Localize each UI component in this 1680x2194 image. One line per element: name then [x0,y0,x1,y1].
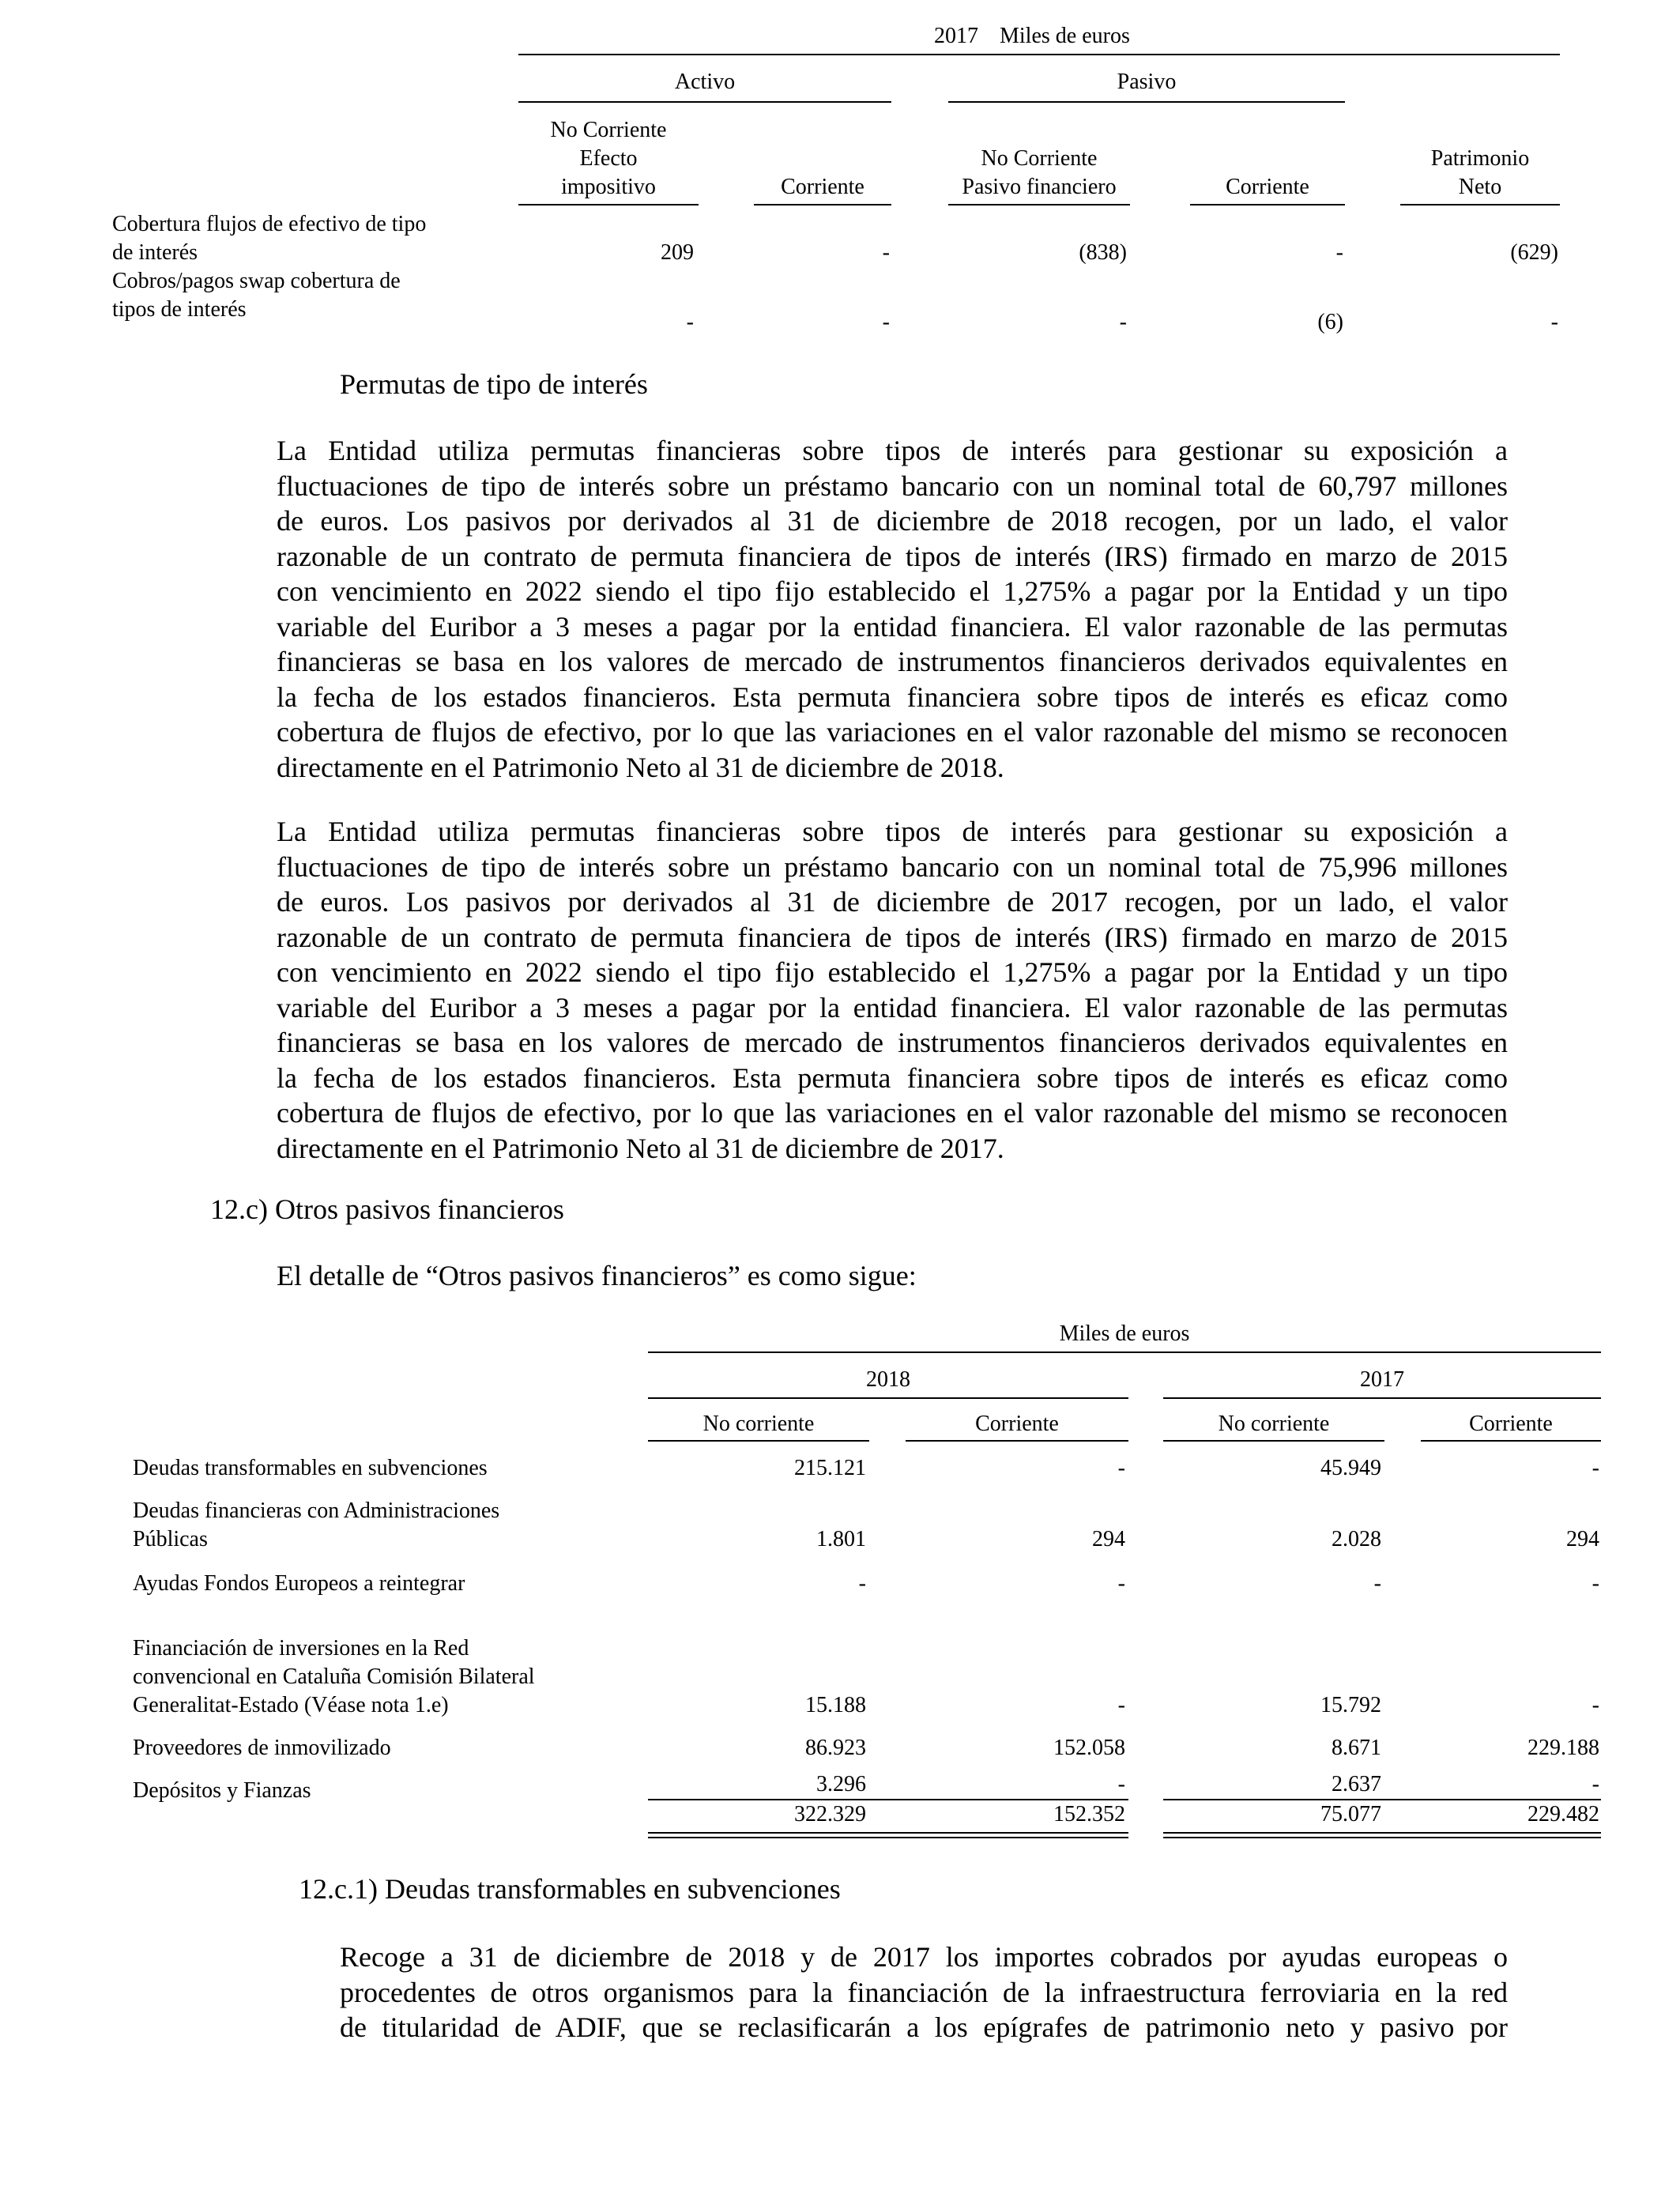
table1-col4-header: Corriente [1226,175,1309,199]
table1-units: Miles de euros [1000,24,1130,48]
table1-rule-pasivo [948,101,1345,103]
table2-total-3: 75.077 [1320,1802,1381,1826]
table-row: Deudas transformables en subvenciones [133,1456,488,1480]
table-row: Financiación de inversiones en la Red convencional en Cataluña Comisión Bilateral Generalitat-Estado (Véase nota 1.e) [133,1636,535,1717]
table1-rule-activo [518,101,891,103]
table-row: Ayudas Fondos Europeos a reintegrar [133,1571,465,1596]
table2-year-2018: 2018 [866,1367,910,1392]
table2-col2-header: Corriente [975,1412,1059,1436]
table-row: Proveedores de inmovilizado [133,1736,391,1760]
table2-year-2017: 2017 [1360,1367,1404,1392]
paragraph-permutas-2017: La Entidad utiliza permutas financieras sobre tipos de interés para gestionar su exposición a fluctuaciones de tipo de interés sobre un préstamo bancario con un nominal total de 75,996 millones de euros. Los pasivos por derivados al 31 de diciembre de 2017 recogen, por un lado, el valor razonable de un contrato de permuta financiera de tipos de interés (IRS) firmado en marzo de 2015 con vencimiento en 2022 siendo el tipo fijo establecido el 1,275% a pagar por la Entidad y un tipo variable del Euribor a 3 meses a pagar por la entidad financiera. El valor razonable de las permutas financieras se basa en los valores de mercado de instrumentos financieros derivados equivalentes en la fecha de los estados financieros. Esta permuta financiera sobre tipos de interés es eficaz como cobertura de flujos de efectivo, por lo que las variaciones en el valor razonable del mismo se reconocen directamente en el Patrimonio Neto al 31 de diciembre de 2017. [277,816,1508,1164]
table-row: Cobertura flujos de efectivo de tipo de interés [112,212,427,265]
table-row: Deudas financieras con Administraciones Públicas [133,1498,500,1551]
table1-group-pasivo: Pasivo [1117,70,1177,94]
table1-col5-header: Patrimonio Neto [1430,146,1530,199]
table-row: Depósitos y Fianzas [133,1778,311,1803]
section-heading-12c1: 12.c.1) Deudas transformables en subvenciones [299,1873,841,1905]
table2-total-2: 152.352 [1053,1802,1125,1826]
table2-col1-header: No corriente [703,1412,815,1436]
table1-col3-header: No Corriente Pasivo financiero [962,146,1117,199]
table1-col1-header: No Corriente Efecto impositivo [550,118,667,199]
table1-year: 2017 [934,24,978,48]
table2-total-1: 322.329 [794,1802,866,1826]
table1-group-activo: Activo [674,70,736,94]
table2-col4-header: Corriente [1469,1412,1553,1436]
section-heading-permutas: Permutas de tipo de interés [340,368,648,400]
paragraph-12c1: Recoge a 31 de diciembre de 2018 y de 2017 los importes cobrados por ayudas europeas o procedentes de otros organismos para la financiación de la infraestructura ferroviaria en la red de titularidad de ADIF, que se reclasificarán a los epígrafes de patrimonio neto y pasivo por [340,1941,1508,2043]
intro-12c: El detalle de “Otros pasivos financieros” es como sigue: [277,1260,917,1291]
table1-rule-top [518,54,1560,55]
table-row: Cobros/pagos swap cobertura de tipos de interés [112,269,401,322]
table1-col2-header: Corriente [781,175,864,199]
table2-total-4: 229.482 [1527,1802,1599,1826]
table2-col3-header: No corriente [1218,1412,1330,1436]
section-heading-12c: 12.c) Otros pasivos financieros [210,1193,564,1225]
table2-units: Miles de euros [1059,1321,1190,1346]
paragraph-permutas-2018: La Entidad utiliza permutas financieras sobre tipos de interés para gestionar su exposición a fluctuaciones de tipo de interés sobre un préstamo bancario con un nominal total de 60,797 millones de euros. Los pasivos por derivados al 31 de diciembre de 2018 recogen, por un lado, el valor razonable de un contrato de permuta financiera de tipos de interés (IRS) firmado en marzo de 2015 con vencimiento en 2022 siendo el tipo fijo establecido el 1,275% a pagar por la Entidad y un tipo variable del Euribor a 3 meses a pagar por la entidad financiera. El valor razonable de las permutas financieras se basa en los valores de mercado de instrumentos financieros derivados equivalentes en la fecha de los estados financieros. Esta permuta financiera sobre tipos de interés es eficaz como cobertura de flujos de efectivo, por lo que las variaciones en el valor razonable del mismo se reconocen directamente en el Patrimonio Neto al 31 de diciembre de 2018. [277,435,1508,783]
